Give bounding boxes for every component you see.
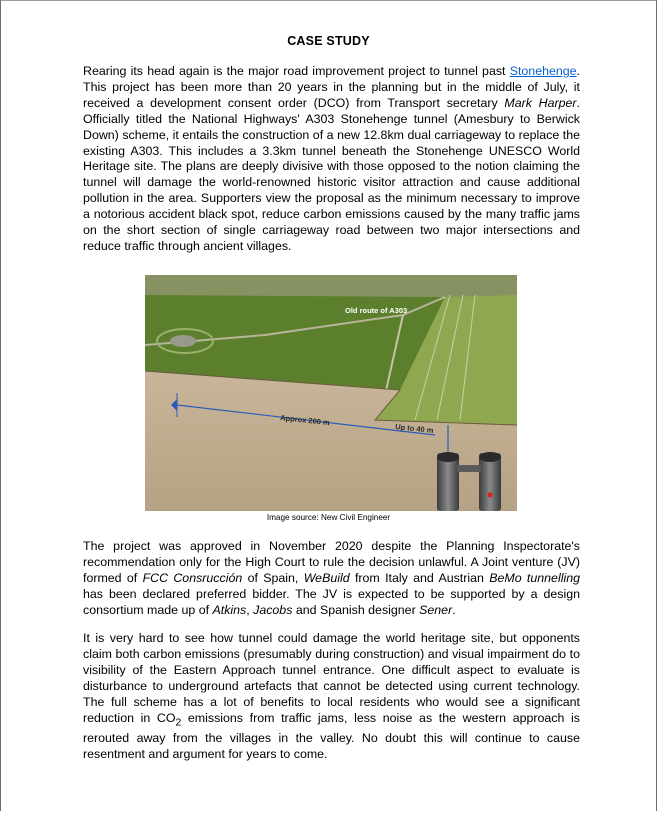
- tunnel-portal-right: [479, 452, 501, 462]
- cross-passage: [457, 465, 481, 472]
- paragraph-text: has been declared preferred bidder. The JV is expected to be supported by a design consortium made up of: [83, 586, 580, 617]
- paragraph-intro: [83, 64, 580, 255]
- paragraph-text: from Italy and Austrian: [349, 570, 490, 585]
- emphasis-name: WeBuild: [303, 570, 350, 585]
- paragraph-text: .: [452, 602, 456, 617]
- emphasis-name: Jacobs: [253, 602, 293, 617]
- paragraph-impact: [83, 631, 580, 763]
- tunnel-diagram-svg: [145, 275, 517, 511]
- stonehenge-stones: [170, 335, 196, 347]
- paragraph-text: . Officially titled the National Highways' A303 Stonehenge tunnel (Amesbury to Berwick Down) scheme, it entails the construction of a new 12.8km dual carriageway to replace the existing A303. This includes a 3.3km tunnel beneath the Stonehenge UNESCO World Heritage site. The plans are deeply divisive with those opposed to the notion claiming the tunnel will damage the world-renowned historic visitor attraction and cause additional pollution in the area. Supporters view the proposal as the minimum necessary to improve a notorious accident black spot, reduce carbon emissions caused by the many traffic jams on the short section of single carriageway road between two major intersections and reduce traffic through ancient villages.: [83, 95, 580, 253]
- paragraph-text: The project was approved in November 2020 despite the Planning Inspectorate's recommendation only for the High Court to rule the decision unlawful. A Joint venture (JV) formed of: [83, 539, 580, 585]
- paragraph-text: of Spain,: [242, 570, 304, 585]
- stonehenge-link[interactable]: Stonehenge: [509, 64, 577, 78]
- paragraph-text: Rearing its head again is the major road improvement project to tunnel past: [83, 64, 510, 78]
- tunnel-portal-left: [437, 452, 459, 462]
- figure-caption: Image source: New Civil Engineer: [266, 513, 391, 522]
- subscript: 2: [175, 717, 182, 728]
- emphasis-name: FCC Consrucción: [142, 570, 243, 585]
- page-title: CASE STUDY: [287, 34, 370, 48]
- emphasis-name: Atkins: [212, 602, 247, 617]
- paragraph-text: emissions from traffic jams, less noise as the western approach is rerouted away from the villages in the valley. No doubt this will continue to cause resentment and argument for years to come.: [83, 710, 580, 761]
- tunnel-diagram-image: [145, 275, 517, 511]
- label-old-route: Old route of A303: [345, 306, 408, 315]
- emphasis-name: Sener: [419, 602, 453, 617]
- paragraph-text: It is very hard to see how tunnel could damage the world heritage site, but opponents claim both carbon emissions (presumably during construction) and visual impairment do to visibility of the Eastern Approach tunnel entrance. One difficult aspect to evaluate is disturbance to underground artefacts that cannot be detected using current technology. The full scheme has a lot of benefits to local residents who would see a significant reduction in CO: [83, 631, 580, 725]
- paragraph-approval: [83, 539, 580, 619]
- paragraph-text: and Spanish designer: [292, 602, 420, 617]
- label-distance: Approx 200 m: [279, 413, 331, 428]
- emphasis-name: Mark Harper: [504, 95, 577, 110]
- paragraph-text: ,: [246, 602, 254, 617]
- vehicle-light: [488, 493, 493, 498]
- label-depth: Up to 40 m: [394, 422, 434, 435]
- paragraph-text: . This project has been more than 20 years in the planning but in the middle of July, it received a development consent order (DCO) from Transport secretary: [83, 64, 580, 110]
- emphasis-name: BeMo tunnelling: [489, 570, 580, 585]
